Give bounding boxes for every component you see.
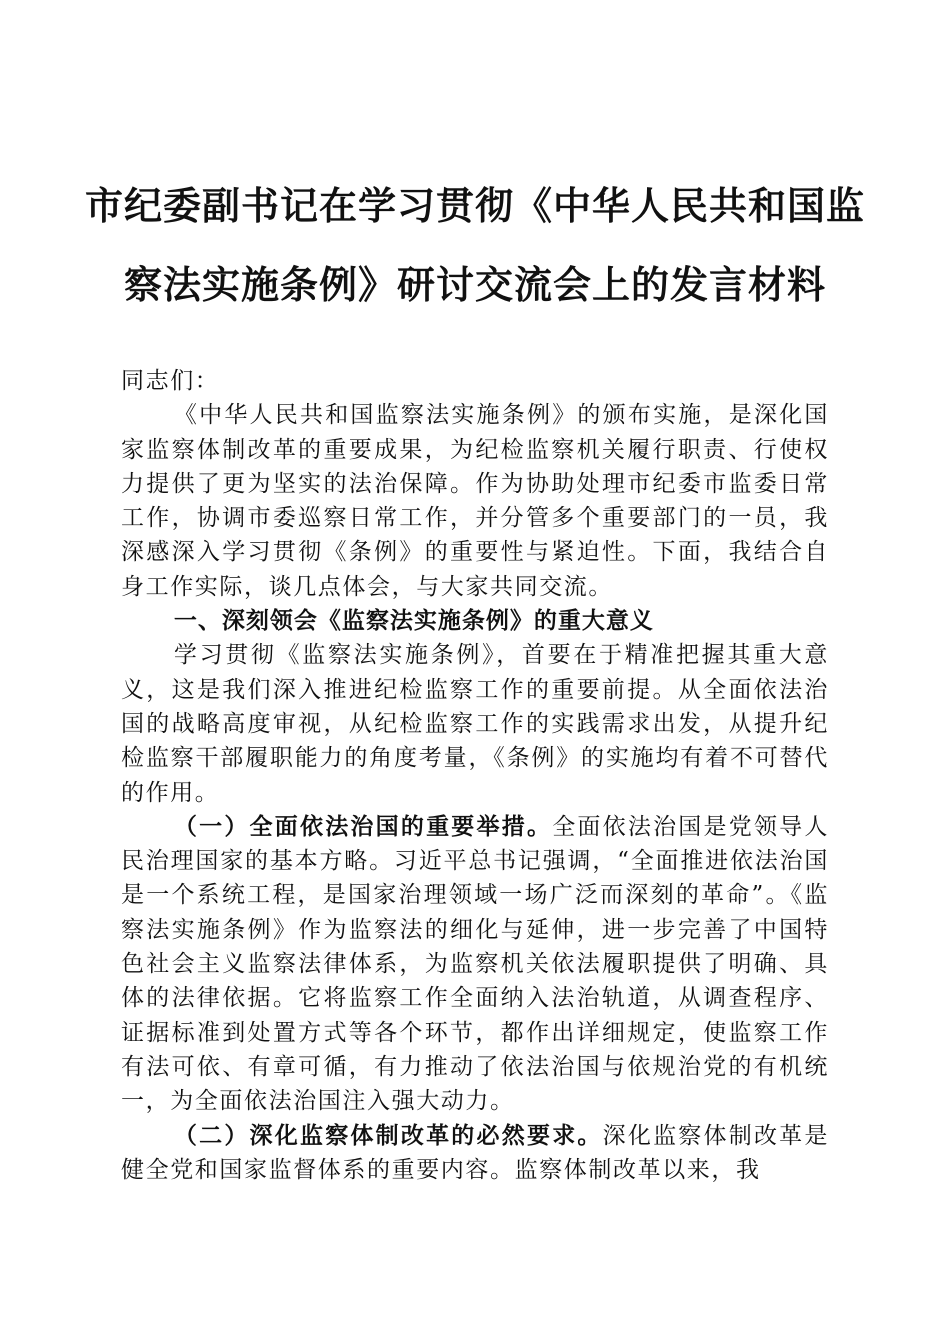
document-title <box>80 166 870 324</box>
point-2-lead: （二）深化监察体制改革的必然要求。 <box>173 1121 603 1149</box>
point-2-text: 深化监察体制改革是健全党和国家监督体系的重要内容。监察体制改革以来，我 <box>121 1122 830 1183</box>
title-line-1: 市纪委副书记在学习贯彻《中华人民共和国监 <box>84 183 865 228</box>
section-1-heading: 一、深刻领会《监察法实施条例》的重大意义 <box>173 608 654 635</box>
salutation: 同志们： <box>121 368 220 394</box>
intro-paragraph: 《中华人民共和国监察法实施条例》的颁布实施，是深化国家监察体制改革的重要成果，为纪检监察机关履行职责、行使权力提供了更为坚实的法治保障。作为协助处理市纪委市监委日常工作，协调市委巡察日常工作，并分管多个重要部门的一员，我深感深入学习贯彻《条例》的重要性与紧迫性。下面，我结合自身工作实际，谈几点体会，与大家共同交流。 <box>121 402 829 600</box>
document-body <box>121 364 829 1187</box>
title-line-2: 察法实施条例》研讨交流会上的发言材料 <box>123 262 826 307</box>
section-1-intro-paragraph: 学习贯彻《监察法实施条例》，首要在于精准把握其重大意义，这是我们深入推进纪检监察工作的重要前提。从全面依法治国的战略高度审视，从纪检监察工作的实践需求出发，从提升纪检监察干部履职能力的角度考量，《条例》的实施均有着不可替代的作用。 <box>121 642 829 806</box>
point-2-paragraph <box>121 1119 829 1188</box>
point-1-text: 全面依法治国是党领导人民治理国家的基本方略。习近平总书记强调，“全面推进依法治国是一个系统工程，是国家治理领域一场广泛而深刻的革命”。《监察法实施条例》作为监察法的细化与延伸，进一步完善了中国特色社会主义监察法律体系，为监察机关依法履职提供了明确、具体的法律依据。它将监察工作全面纳入法治轨道，从调查程序、证据标准到处置方式等各个环节，都作出详细规定，使监察工作有法可依、有章可循，有力推动了依法治国与依规治党的有机统一，为全面依法治国注入强大动力。 <box>121 813 830 1115</box>
point-1-lead: （一）全面依法治国的重要举措。 <box>173 812 553 840</box>
point-1-paragraph <box>121 810 829 1119</box>
